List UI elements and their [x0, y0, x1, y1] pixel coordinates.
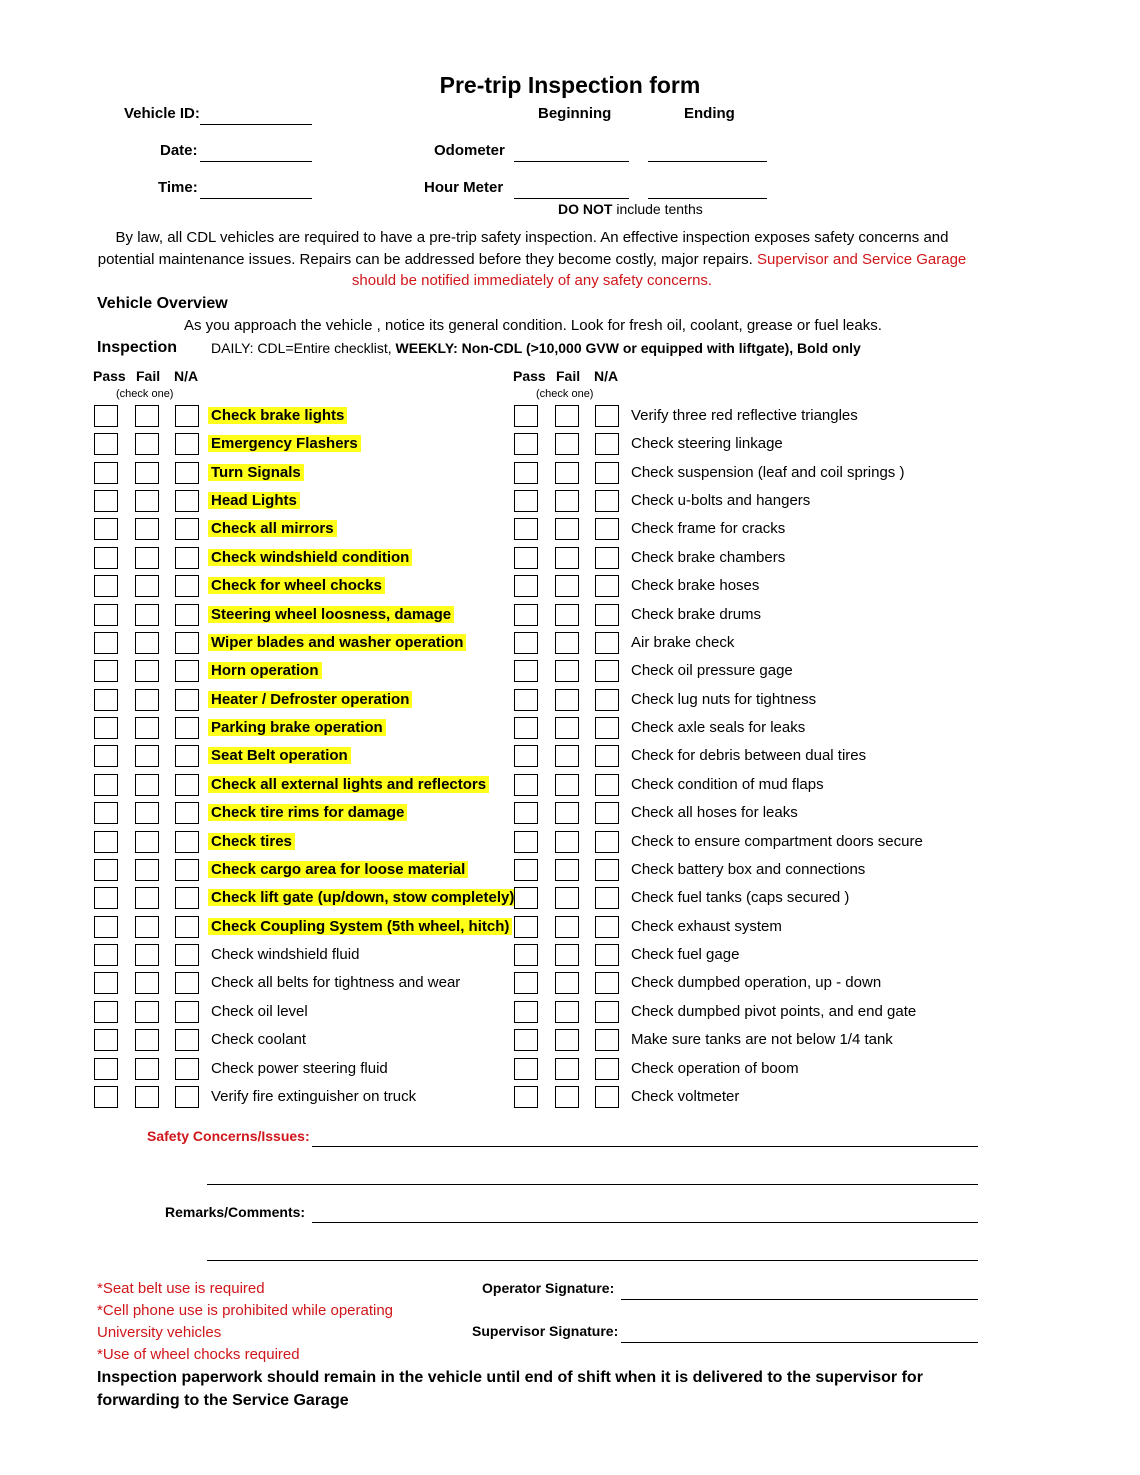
fail-checkbox[interactable]: [135, 1001, 159, 1023]
fail-checkbox[interactable]: [135, 1086, 159, 1108]
pass-checkbox[interactable]: [514, 1029, 538, 1051]
pass-checkbox[interactable]: [514, 518, 538, 540]
pass-checkbox[interactable]: [94, 490, 118, 512]
na-header-right: N/A: [594, 368, 619, 384]
right-checklist-item: [631, 1002, 916, 1022]
pass-checkbox[interactable]: [94, 405, 118, 427]
checklist-item-label: Heater / Defroster operation: [208, 691, 412, 708]
left-checklist-item: [211, 519, 337, 539]
right-checklist-item: [631, 434, 783, 454]
na-checkbox[interactable]: [175, 490, 199, 512]
checklist-item-label: Make sure tanks are not below 1/4 tank: [631, 1031, 893, 1048]
fail-checkbox[interactable]: [555, 1058, 579, 1080]
fail-checkbox[interactable]: [555, 1086, 579, 1108]
right-checklist-item: [631, 1030, 893, 1050]
na-checkbox[interactable]: [175, 887, 199, 909]
checklist-item-label: Check suspension (leaf and coil springs ): [631, 464, 905, 481]
na-checkbox[interactable]: [175, 831, 199, 853]
ending-label: Ending: [684, 105, 735, 122]
pass-checkbox[interactable]: [514, 1086, 538, 1108]
na-checkbox[interactable]: [175, 1086, 199, 1108]
pass-header-left: Pass: [93, 368, 126, 384]
fail-checkbox[interactable]: [135, 717, 159, 739]
pass-checkbox[interactable]: [514, 745, 538, 767]
fail-checkbox[interactable]: [135, 462, 159, 484]
tenths-note: DO NOT include tenths: [558, 201, 703, 217]
right-checklist-item: [631, 917, 782, 937]
check-one-right: (check one): [536, 388, 594, 400]
right-checklist-item: [631, 1087, 739, 1107]
pass-checkbox[interactable]: [94, 1029, 118, 1051]
safety-concerns-line-2[interactable]: [207, 1184, 978, 1185]
checklist-item-label: Check oil level: [211, 1003, 308, 1020]
na-header-left: N/A: [174, 368, 199, 384]
right-checklist-item: [631, 945, 739, 965]
fail-checkbox[interactable]: [135, 575, 159, 597]
fail-checkbox[interactable]: [555, 774, 579, 796]
right-checklist-item: [631, 775, 824, 795]
fail-checkbox[interactable]: [135, 632, 159, 654]
pass-checkbox[interactable]: [514, 632, 538, 654]
time-field[interactable]: [200, 198, 312, 199]
pass-checkbox[interactable]: [94, 604, 118, 626]
pass-checkbox[interactable]: [94, 859, 118, 881]
fail-checkbox[interactable]: [135, 1029, 159, 1051]
left-checklist-item: [211, 633, 466, 653]
fail-checkbox[interactable]: [555, 717, 579, 739]
remarks-line-2[interactable]: [207, 1260, 978, 1261]
inspection-heading: Inspection: [97, 339, 178, 356]
left-checklist-item: [211, 406, 347, 426]
na-checkbox[interactable]: [175, 1001, 199, 1023]
fail-checkbox[interactable]: [555, 604, 579, 626]
na-checkbox[interactable]: [175, 547, 199, 569]
check-one-left: (check one): [116, 388, 174, 400]
inspection-instructions: DAILY: CDL=Entire checklist, WEEKLY: Non-CDL (>10,000 GVW or equipped with liftgate), Bold only: [211, 340, 861, 356]
na-checkbox[interactable]: [175, 717, 199, 739]
na-checkbox[interactable]: [595, 1001, 619, 1023]
na-checkbox[interactable]: [595, 717, 619, 739]
right-checklist-item: [631, 633, 734, 653]
na-checkbox[interactable]: [595, 490, 619, 512]
na-checkbox[interactable]: [175, 689, 199, 711]
fail-checkbox[interactable]: [135, 547, 159, 569]
pass-checkbox[interactable]: [514, 689, 538, 711]
checklist-item-label: Check all hoses for leaks: [631, 804, 798, 821]
right-checklist-item: [631, 690, 816, 710]
date-label: Date:: [160, 142, 198, 159]
checklist-item-label: Air brake check: [631, 634, 735, 651]
fail-checkbox[interactable]: [135, 916, 159, 938]
fail-header-left: Fail: [136, 368, 161, 384]
fail-checkbox[interactable]: [135, 944, 159, 966]
remarks-label: Remarks/Comments:: [165, 1204, 306, 1220]
fail-checkbox[interactable]: [135, 689, 159, 711]
pass-checkbox[interactable]: [94, 1058, 118, 1080]
fail-checkbox[interactable]: [135, 745, 159, 767]
pass-checkbox[interactable]: [94, 972, 118, 994]
checklist-item-label: Emergency Flashers: [208, 435, 361, 452]
pass-checkbox[interactable]: [514, 1058, 538, 1080]
hour-meter-beginning-field[interactable]: [514, 198, 629, 199]
pass-checkbox[interactable]: [94, 745, 118, 767]
na-checkbox[interactable]: [595, 859, 619, 881]
pass-checkbox[interactable]: [94, 887, 118, 909]
na-checkbox[interactable]: [175, 916, 199, 938]
vehicle-overview-heading: Vehicle Overview: [97, 295, 228, 312]
pass-checkbox[interactable]: [514, 717, 538, 739]
safety-concerns-line-1[interactable]: [312, 1146, 978, 1147]
checklist-item-label: Verify fire extinguisher on truck: [211, 1088, 417, 1105]
left-checklist-item: [211, 888, 517, 908]
note-seat-belt: *Seat belt use is required: [97, 1280, 265, 1297]
fail-checkbox[interactable]: [135, 831, 159, 853]
intro-line-1: By law, all CDL vehicles are required to have a pre-trip safety inspection. An effective inspection exposes safety concerns and: [115, 229, 949, 246]
pass-checkbox[interactable]: [94, 802, 118, 824]
odometer-beginning-field[interactable]: [514, 161, 629, 162]
na-checkbox[interactable]: [595, 745, 619, 767]
right-checklist-item: [631, 746, 866, 766]
na-checkbox[interactable]: [175, 859, 199, 881]
checklist-item-label: Check operation of boom: [631, 1060, 799, 1077]
checklist-item-label: Check for debris between dual tires: [631, 747, 867, 764]
right-checklist-item: [631, 519, 785, 539]
left-checklist-item: [211, 718, 386, 738]
pass-checkbox[interactable]: [94, 462, 118, 484]
pass-checkbox[interactable]: [514, 831, 538, 853]
na-checkbox[interactable]: [595, 405, 619, 427]
pass-checkbox[interactable]: [514, 462, 538, 484]
fail-checkbox[interactable]: [135, 859, 159, 881]
right-checklist-item: [631, 605, 761, 625]
pass-checkbox[interactable]: [94, 689, 118, 711]
checklist-item-label: Turn Signals: [208, 464, 304, 481]
checklist-item-label: Wiper blades and washer operation: [208, 634, 466, 651]
fail-checkbox[interactable]: [555, 405, 579, 427]
checklist-item-label: Check battery box and connections: [631, 861, 866, 878]
right-checklist-item: [631, 661, 793, 681]
checklist-item-label: Check u-bolts and hangers: [631, 492, 811, 509]
left-checklist-item: [211, 605, 454, 625]
checklist-item-label: Steering wheel loosness, damage: [208, 606, 454, 623]
checklist-item-label: Check frame for cracks: [631, 520, 786, 537]
fail-checkbox[interactable]: [555, 689, 579, 711]
na-checkbox[interactable]: [175, 944, 199, 966]
odometer-label: Odometer: [434, 142, 505, 159]
fail-checkbox[interactable]: [135, 774, 159, 796]
hour-meter-label: Hour Meter: [424, 179, 504, 196]
pass-checkbox[interactable]: [514, 802, 538, 824]
checklist-item-label: Check for wheel chocks: [208, 577, 385, 594]
left-checklist-item: [211, 463, 304, 483]
right-checklist-item: [631, 973, 881, 993]
na-checkbox[interactable]: [175, 462, 199, 484]
fail-checkbox[interactable]: [135, 1058, 159, 1080]
na-checkbox[interactable]: [175, 972, 199, 994]
fail-checkbox[interactable]: [135, 490, 159, 512]
checklist-item-label: Check axle seals for leaks: [631, 719, 806, 736]
right-checklist-item: [631, 888, 849, 908]
pass-checkbox[interactable]: [514, 774, 538, 796]
left-checklist-item: [211, 690, 412, 710]
fail-checkbox[interactable]: [555, 1001, 579, 1023]
pass-checkbox[interactable]: [514, 916, 538, 938]
right-checklist-item: [631, 860, 865, 880]
pass-checkbox[interactable]: [94, 944, 118, 966]
date-field[interactable]: [200, 161, 312, 162]
na-checkbox[interactable]: [595, 518, 619, 540]
checklist-item-label: Check windshield fluid: [211, 946, 360, 963]
note-cell-phone: *Cell phone use is prohibited while operating: [97, 1302, 394, 1319]
fail-checkbox[interactable]: [555, 802, 579, 824]
left-checklist-item: [211, 917, 512, 937]
left-checklist-item: [211, 576, 385, 596]
fail-checkbox[interactable]: [555, 462, 579, 484]
supervisor-signature-label: Supervisor Signature:: [472, 1323, 619, 1339]
left-checklist-item: [211, 548, 412, 568]
right-checklist-item: [631, 832, 923, 852]
fail-checkbox[interactable]: [555, 916, 579, 938]
pass-checkbox[interactable]: [514, 1001, 538, 1023]
fail-checkbox[interactable]: [555, 547, 579, 569]
na-checkbox[interactable]: [175, 405, 199, 427]
checklist-item-label: Check cargo area for loose material: [208, 861, 468, 878]
checklist-item-label: Check all mirrors: [208, 520, 337, 537]
checklist-item-label: Check brake chambers: [631, 549, 786, 566]
checklist-item-label: Check Coupling System (5th wheel, hitch): [208, 918, 512, 935]
na-checkbox[interactable]: [175, 575, 199, 597]
pass-checkbox[interactable]: [514, 405, 538, 427]
pass-header-right: Pass: [513, 368, 546, 384]
left-checklist-item: [211, 945, 359, 965]
time-label: Time:: [158, 179, 198, 196]
left-checklist-item: [211, 434, 361, 454]
na-checkbox[interactable]: [175, 1058, 199, 1080]
left-checklist-item: [211, 775, 489, 795]
na-checkbox[interactable]: [595, 944, 619, 966]
na-checkbox[interactable]: [595, 689, 619, 711]
fail-checkbox[interactable]: [135, 887, 159, 909]
checklist-item-label: Check lift gate (up/down, stow completely): [208, 889, 517, 906]
na-checkbox[interactable]: [595, 462, 619, 484]
pass-checkbox[interactable]: [94, 717, 118, 739]
checklist-item-label: Check lug nuts for tightness: [631, 691, 817, 708]
checklist-item-label: Check oil pressure gage: [631, 662, 793, 679]
na-checkbox[interactable]: [595, 660, 619, 682]
odometer-ending-field[interactable]: [648, 161, 767, 162]
left-checklist-item: [211, 832, 295, 852]
left-checklist-item: [211, 1002, 308, 1022]
na-checkbox[interactable]: [175, 518, 199, 540]
pass-checkbox[interactable]: [94, 660, 118, 682]
vehicle-id-label: Vehicle ID:: [124, 105, 200, 122]
checklist-item-label: Check condition of mud flaps: [631, 776, 824, 793]
remarks-line-1[interactable]: [312, 1222, 978, 1223]
vehicle-overview-text: As you approach the vehicle , notice its general condition. Look for fresh oil, coolant, grease or fuel leaks.: [184, 317, 882, 334]
checklist-item-label: Check exhaust system: [631, 918, 782, 935]
left-checklist-item: [211, 491, 300, 511]
na-checkbox[interactable]: [595, 632, 619, 654]
fail-checkbox[interactable]: [555, 831, 579, 853]
fail-checkbox[interactable]: [555, 433, 579, 455]
left-checklist-item: [211, 746, 351, 766]
checklist-item-label: Check fuel gage: [631, 946, 740, 963]
na-checkbox[interactable]: [595, 887, 619, 909]
na-checkbox[interactable]: [175, 802, 199, 824]
fail-checkbox[interactable]: [135, 405, 159, 427]
pass-checkbox[interactable]: [514, 433, 538, 455]
checklist-item-label: Check voltmeter: [631, 1088, 740, 1105]
na-checkbox[interactable]: [595, 575, 619, 597]
fail-checkbox[interactable]: [555, 944, 579, 966]
checklist-item-label: Check steering linkage: [631, 435, 783, 452]
operator-signature-label: Operator Signature:: [482, 1280, 615, 1296]
left-checklist-item: [211, 860, 468, 880]
right-checklist-item: [631, 406, 858, 426]
supervisor-signature-field[interactable]: [621, 1342, 978, 1343]
checklist-item-label: Head Lights: [208, 492, 300, 509]
fail-checkbox[interactable]: [135, 972, 159, 994]
na-checkbox[interactable]: [595, 916, 619, 938]
right-checklist-item: [631, 463, 904, 483]
right-checklist-item: [631, 718, 805, 738]
pass-checkbox[interactable]: [94, 1086, 118, 1108]
checklist-item-label: Check coolant: [211, 1031, 307, 1048]
na-checkbox[interactable]: [595, 604, 619, 626]
left-checklist-item: [211, 1059, 388, 1079]
left-checklist-item: [211, 1030, 306, 1050]
na-checkbox[interactable]: [175, 632, 199, 654]
fail-checkbox[interactable]: [555, 1029, 579, 1051]
pass-checkbox[interactable]: [514, 575, 538, 597]
pass-checkbox[interactable]: [94, 575, 118, 597]
pass-checkbox[interactable]: [94, 547, 118, 569]
intro-line-3: should be notified immediately of any safety concerns.: [351, 272, 713, 289]
checklist-item-label: Check to ensure compartment doors secure: [631, 833, 923, 850]
right-checklist-item: [631, 1059, 799, 1079]
right-checklist-item: [631, 576, 759, 596]
checklist-item-label: Check windshield condition: [208, 549, 412, 566]
checklist-item-label: Check dumpbed pivot points, and end gate: [631, 1003, 917, 1020]
pass-checkbox[interactable]: [514, 887, 538, 909]
checklist-item-label: Check brake lights: [208, 407, 347, 424]
na-checkbox[interactable]: [175, 604, 199, 626]
footer-line-1: Inspection paperwork should remain in the vehicle until end of shift when it is delivered to the supervisor for: [97, 1369, 923, 1386]
beginning-label: Beginning: [538, 105, 612, 122]
fail-checkbox[interactable]: [555, 887, 579, 909]
pass-checkbox[interactable]: [94, 916, 118, 938]
fail-checkbox[interactable]: [555, 490, 579, 512]
checklist-item-label: Check all belts for tightness and wear: [211, 974, 461, 991]
pass-checkbox[interactable]: [94, 632, 118, 654]
hour-meter-ending-field[interactable]: [648, 198, 767, 199]
fail-header-right: Fail: [556, 368, 581, 384]
pass-checkbox[interactable]: [514, 604, 538, 626]
na-checkbox[interactable]: [595, 547, 619, 569]
fail-checkbox[interactable]: [135, 660, 159, 682]
checklist-item-label: Parking brake operation: [208, 719, 386, 736]
left-checklist-item: [211, 973, 460, 993]
fail-checkbox[interactable]: [555, 972, 579, 994]
checklist-item-label: Seat Belt operation: [208, 747, 351, 764]
pass-checkbox[interactable]: [514, 944, 538, 966]
pass-checkbox[interactable]: [94, 774, 118, 796]
intro-line-2: potential maintenance issues. Repairs can be addressed before they become costly, major repairs. Supervisor and Service Garage: [97, 251, 967, 268]
left-checklist-item: [211, 803, 407, 823]
fail-checkbox[interactable]: [555, 660, 579, 682]
fail-checkbox[interactable]: [135, 518, 159, 540]
fail-checkbox[interactable]: [555, 518, 579, 540]
operator-signature-field[interactable]: [621, 1299, 978, 1300]
pass-checkbox[interactable]: [94, 518, 118, 540]
vehicle-id-field[interactable]: [200, 124, 312, 125]
right-checklist-item: [631, 803, 798, 823]
fail-checkbox[interactable]: [555, 575, 579, 597]
fail-checkbox[interactable]: [135, 802, 159, 824]
fail-checkbox[interactable]: [555, 859, 579, 881]
right-checklist-item: [631, 491, 810, 511]
note-wheel-chocks: *Use of wheel chocks required: [97, 1346, 300, 1363]
na-checkbox[interactable]: [175, 433, 199, 455]
na-checkbox[interactable]: [595, 1029, 619, 1051]
checklist-item-label: Check all external lights and reflectors: [208, 776, 489, 793]
na-checkbox[interactable]: [595, 1058, 619, 1080]
note-university-vehicles: University vehicles: [97, 1324, 222, 1341]
na-checkbox[interactable]: [595, 1086, 619, 1108]
pass-checkbox[interactable]: [514, 490, 538, 512]
fail-checkbox[interactable]: [135, 604, 159, 626]
na-checkbox[interactable]: [175, 660, 199, 682]
checklist-item-label: Check tires: [208, 833, 295, 850]
footer-line-2: forwarding to the Service Garage: [97, 1392, 349, 1409]
na-checkbox[interactable]: [595, 972, 619, 994]
checklist-item-label: Check fuel tanks (caps secured ): [631, 889, 850, 906]
checklist-item-label: Check tire rims for damage: [208, 804, 407, 821]
pass-checkbox[interactable]: [514, 859, 538, 881]
left-checklist-item: [211, 1087, 416, 1107]
na-checkbox[interactable]: [595, 774, 619, 796]
left-checklist-item: [211, 661, 322, 681]
na-checkbox[interactable]: [175, 745, 199, 767]
na-checkbox[interactable]: [175, 774, 199, 796]
pass-checkbox[interactable]: [94, 831, 118, 853]
checklist-item-label: Horn operation: [208, 662, 322, 679]
safety-concerns-label: Safety Concerns/Issues:: [147, 1128, 310, 1144]
na-checkbox[interactable]: [595, 433, 619, 455]
page-title: Pre-trip Inspection form: [439, 72, 701, 98]
fail-checkbox[interactable]: [555, 745, 579, 767]
na-checkbox[interactable]: [595, 831, 619, 853]
checklist-item-label: Check power steering fluid: [211, 1060, 388, 1077]
pass-checkbox[interactable]: [514, 660, 538, 682]
na-checkbox[interactable]: [175, 1029, 199, 1051]
fail-checkbox[interactable]: [135, 433, 159, 455]
fail-checkbox[interactable]: [555, 632, 579, 654]
na-checkbox[interactable]: [595, 802, 619, 824]
pass-checkbox[interactable]: [94, 1001, 118, 1023]
checklist-item-label: Check brake hoses: [631, 577, 760, 594]
right-checklist-item: [631, 548, 785, 568]
pass-checkbox[interactable]: [514, 547, 538, 569]
checklist-item-label: Check dumpbed operation, up - down: [631, 974, 882, 991]
checklist-item-label: Check brake drums: [631, 606, 762, 623]
pass-checkbox[interactable]: [94, 433, 118, 455]
checklist-item-label: Verify three red reflective triangles: [631, 407, 858, 424]
pass-checkbox[interactable]: [514, 972, 538, 994]
